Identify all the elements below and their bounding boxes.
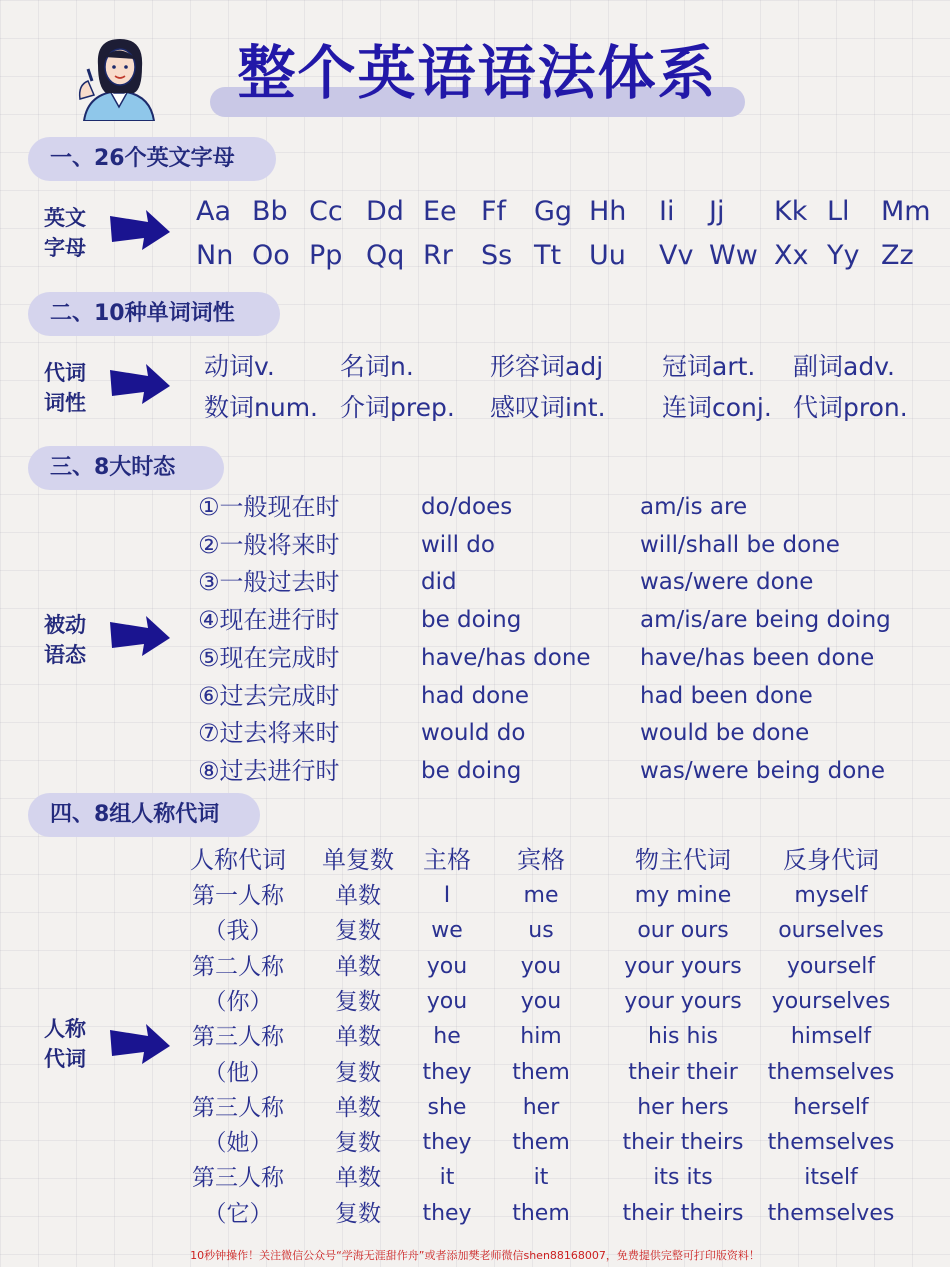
alphabet-letter: Cc [309, 196, 343, 227]
pronoun-cell: your yours [624, 988, 742, 1014]
pronoun-cell: I [443, 883, 451, 908]
section-header-alphabet: 一、26个英文字母 [28, 137, 276, 181]
teacher-avatar-icon [74, 35, 164, 121]
tense-active-form: would do [421, 720, 526, 747]
pronoun-column-header: 物主代词 [635, 846, 731, 874]
tense-active-form: be doing [421, 607, 522, 634]
pronoun-cell: 单数 [335, 1024, 381, 1051]
pronoun-cell: they [422, 1200, 472, 1226]
tense-active-form: had done [421, 682, 529, 709]
pronoun-cell: （我） [203, 918, 273, 945]
pronoun-cell: 单数 [335, 953, 381, 980]
pronoun-cell: my mine [634, 883, 732, 908]
arrow-right-icon [108, 614, 172, 658]
alphabet-letter: Hh [589, 196, 627, 227]
tense-active-form: did [421, 569, 457, 596]
arrow-right-icon [108, 208, 172, 252]
pos-item: 介词prep. [340, 393, 455, 422]
pronoun-cell: our ours [637, 918, 729, 944]
pronoun-cell: her hers [637, 1094, 729, 1120]
alphabet-letter: Dd [366, 196, 404, 227]
alphabet-letter: Uu [589, 240, 626, 271]
title-block [210, 30, 745, 120]
pronoun-cell: themselves [767, 1200, 895, 1226]
pronoun-cell: （她） [203, 1130, 273, 1157]
alphabet-letter: Ff [481, 196, 507, 227]
pronoun-cell: 复数 [335, 1130, 381, 1157]
pronoun-cell: themselves [767, 1130, 895, 1156]
tense-active-form: do/does [421, 494, 513, 520]
pronoun-cell: their theirs [622, 1200, 744, 1226]
pronoun-cell: 第三人称 [192, 1165, 284, 1192]
side-label-pronouns: 人称 代词 [44, 1017, 86, 1071]
footer-note: 10秒钟操作！关注微信公众号“学海无涯甜作舟”或者添加樊老师微信shen88168007，免费提供完整可打印版资料！ [190, 1249, 760, 1262]
pos-item: 副词adv. [793, 352, 895, 381]
alphabet-letter: Mm [881, 196, 931, 227]
alphabet-letter: Nn [196, 240, 234, 271]
pronoun-cell: it [533, 1165, 549, 1191]
pronoun-cell: your yours [624, 953, 742, 979]
pronoun-cell: his his [647, 1024, 719, 1050]
pronoun-cell: 复数 [335, 918, 381, 945]
pronoun-cell: （他） [203, 1059, 273, 1086]
pronoun-cell: you [426, 953, 468, 979]
pronoun-column-header: 单复数 [322, 846, 394, 874]
pronoun-cell: them [512, 1059, 570, 1085]
arrow-right-icon [108, 362, 172, 406]
pos-item: 动词v. [204, 352, 275, 381]
tense-passive-form: am/is are [640, 494, 748, 520]
pronoun-cell: you [520, 953, 562, 979]
pronoun-cell: 单数 [335, 883, 381, 909]
pronoun-cell: ourselves [778, 918, 884, 944]
pronoun-cell: it [439, 1165, 455, 1191]
tense-passive-form: would be done [640, 720, 810, 747]
pronoun-cell: you [426, 988, 468, 1014]
pronoun-cell: their their [628, 1059, 738, 1085]
pronoun-cell: yourself [786, 953, 876, 979]
tense-active-form: have/has done [421, 644, 591, 671]
pronoun-cell: themselves [767, 1059, 895, 1085]
tense-name: ⑤现在完成时 [198, 643, 340, 672]
side-label-alphabet: 英文 字母 [44, 206, 86, 260]
pronoun-cell: （它） [203, 1200, 273, 1227]
pronoun-cell: he [433, 1024, 461, 1050]
tense-name: ③一般过去时 [198, 568, 340, 597]
tense-name: ⑧过去进行时 [198, 756, 340, 785]
pos-item: 数词num. [204, 393, 318, 422]
pronoun-cell: 第三人称 [192, 1024, 284, 1051]
arrow-right-icon [108, 1022, 172, 1066]
alphabet-letter: Tt [534, 240, 562, 271]
tense-name: ⑥过去完成时 [198, 681, 340, 710]
pos-item: 连词conj. [662, 393, 772, 422]
pronoun-cell: itself [804, 1165, 858, 1191]
pronoun-cell: 单数 [335, 1165, 381, 1192]
tense-name: ⑦过去将来时 [198, 719, 340, 748]
pronoun-cell: them [512, 1130, 570, 1156]
pronoun-cell: 复数 [335, 988, 381, 1015]
tense-passive-form: am/is/are being doing [640, 607, 891, 634]
alphabet-letter: Ww [709, 240, 758, 271]
tense-active-form: be doing [421, 757, 522, 784]
pronoun-cell: its its [653, 1165, 713, 1191]
alphabet-letter: Qq [366, 240, 405, 271]
pronoun-column-header: 人称代词 [190, 846, 286, 874]
pronoun-cell: herself [793, 1094, 869, 1120]
alphabet-letter: Oo [252, 240, 290, 271]
pronoun-cell: （你） [203, 988, 273, 1015]
tense-passive-form: have/has been done [640, 644, 875, 671]
alphabet-letter: Ss [481, 240, 513, 271]
side-label-tenses: 被动 语态 [44, 613, 86, 667]
pos-item: 感叹词int. [490, 393, 606, 422]
pos-item: 形容词adj [490, 352, 604, 381]
alphabet-letter: Gg [534, 196, 573, 227]
alphabet-letter: Bb [252, 196, 288, 227]
page-title: 整个英语语法体系 [237, 39, 718, 107]
pronoun-cell: them [512, 1200, 570, 1226]
alphabet-letter: Kk [774, 196, 808, 227]
pronoun-cell: myself [794, 883, 868, 908]
pronoun-cell: their theirs [622, 1130, 744, 1156]
alphabet-letter: Yy [827, 240, 860, 271]
pronoun-cell: 复数 [335, 1200, 381, 1227]
pronoun-cell: you [520, 988, 562, 1014]
pronoun-cell: 第二人称 [192, 953, 284, 980]
alphabet-letter: Ii [659, 196, 675, 227]
pronoun-column-header: 主格 [423, 846, 471, 874]
section-header-tenses: 三、8大时态 [28, 446, 224, 490]
pronoun-column-header: 宾格 [517, 846, 565, 874]
alphabet-letter: Jj [709, 196, 725, 227]
alphabet-letter: Rr [423, 240, 453, 271]
alphabet-letter: Ll [827, 196, 850, 227]
pronoun-cell: they [422, 1059, 472, 1085]
tense-name: ①一般现在时 [198, 493, 340, 521]
pronoun-cell: her [522, 1094, 560, 1120]
pronoun-cell: yourselves [771, 988, 891, 1014]
alphabet-letter: Aa [196, 196, 232, 227]
side-label-pos: 代词 词性 [44, 361, 86, 415]
tense-name: ④现在进行时 [198, 606, 340, 635]
pronoun-cell: we [431, 918, 463, 944]
pronoun-cell: 第三人称 [192, 1094, 284, 1121]
pronoun-cell: 复数 [335, 1059, 381, 1086]
pronoun-cell: me [523, 883, 559, 908]
pronoun-cell: us [528, 918, 554, 944]
tense-name: ②一般将来时 [198, 530, 340, 559]
tense-passive-form: had been done [640, 682, 813, 709]
pronoun-cell: she [427, 1094, 467, 1120]
alphabet-letter: Pp [309, 240, 343, 271]
pos-item: 名词n. [340, 352, 414, 381]
tense-passive-form: will/shall be done [640, 531, 840, 558]
pronoun-cell: him [520, 1024, 562, 1050]
section-header-parts-of-speech: 二、10种单词词性 [28, 292, 280, 336]
tense-passive-form: was/were being done [640, 757, 886, 784]
alphabet-letter: Zz [881, 240, 914, 271]
pronoun-cell: they [422, 1130, 472, 1156]
pronoun-cell: himself [790, 1024, 872, 1050]
pos-item: 代词pron. [793, 393, 908, 422]
pronoun-column-header: 反身代词 [783, 846, 879, 874]
alphabet-letter: Vv [659, 240, 694, 271]
pos-item: 冠词art. [662, 352, 756, 381]
tense-passive-form: was/were done [640, 569, 814, 596]
section-header-pronouns: 四、8组人称代词 [28, 793, 260, 837]
pronoun-cell: 单数 [335, 1094, 381, 1121]
pronoun-cell: 第一人称 [192, 883, 284, 909]
alphabet-letter: Ee [423, 196, 457, 227]
alphabet-letter: Xx [774, 240, 809, 271]
tense-active-form: will do [421, 531, 495, 558]
